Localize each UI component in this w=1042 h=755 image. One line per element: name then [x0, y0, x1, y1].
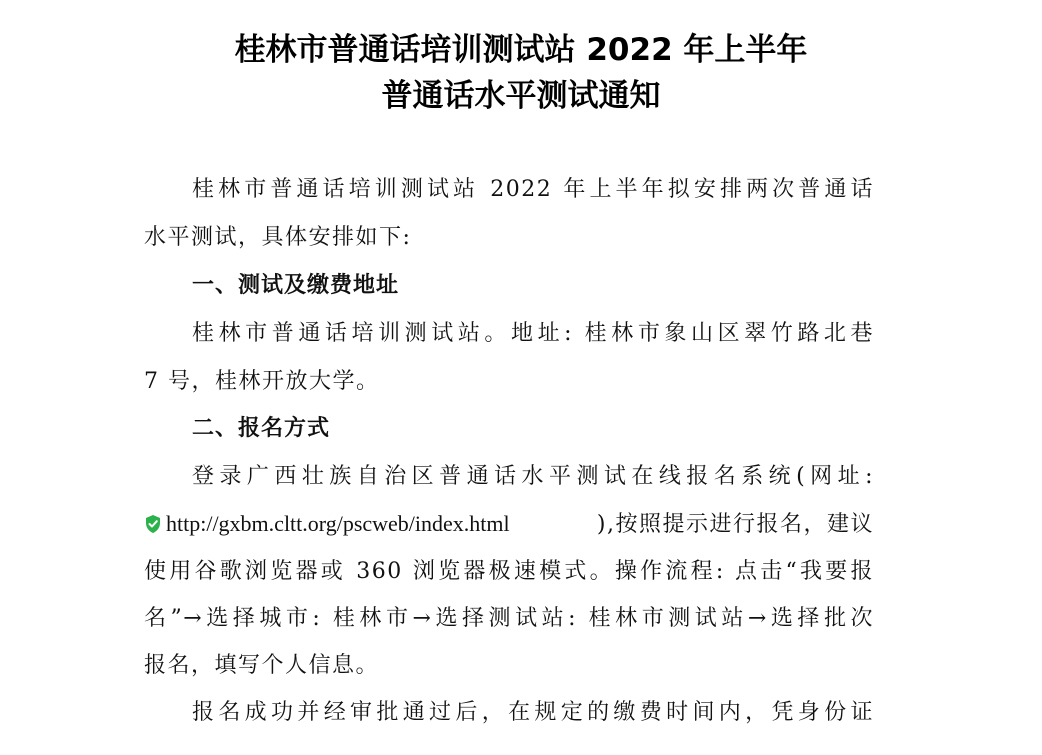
paragraph-3-line-2-rest: ),按照提示进行报名，建议 [596, 511, 874, 537]
paragraph-2-line-1: 桂林市普通话培训测试站。地址: 桂林市象山区翠竹路北巷 [192, 321, 874, 346]
paragraph-3-link-group[interactable] [144, 509, 510, 540]
paragraph-3-line-5: 报名，填写个人信息。 [144, 653, 380, 678]
paragraph-1-line-2: 水平测试，具体安排如下: [144, 225, 412, 250]
section-heading-2: 二、报名方式 [192, 416, 331, 441]
paragraph-3-line-3: 使用谷歌浏览器或 360 浏览器极速模式。操作流程: 点击“我要报 [144, 559, 874, 584]
paragraph-1-line-1: 桂林市普通话培训测试站 2022 年上半年拟安排两次普通话 [192, 177, 874, 202]
registration-url-link[interactable]: http://gxbm.cltt.org/pscweb/index.html [166, 511, 510, 536]
paragraph-3-line-4: 名”→选择城市: 桂林市→选择测试站: 桂林市测试站→选择批次 [144, 606, 874, 631]
section-heading-1: 一、测试及缴费地址 [192, 273, 400, 298]
document-title-line-2: 普通话水平测试通知 [381, 78, 661, 114]
paragraph-3-line-2 [144, 509, 874, 540]
paragraph-2-line-2: 7 号，桂林开放大学。 [144, 369, 380, 394]
paragraph-3-line-1: 登录广西壮族自治区普通话水平测试在线报名系统(网址: [192, 464, 874, 489]
document-title-line-1: 桂林市普通话培训测试站 2022 年上半年 [234, 32, 808, 68]
shield-check-icon [144, 514, 162, 534]
paragraph-4-line-1: 报名成功并经审批通过后，在规定的缴费时间内，凭身份证 [192, 700, 874, 725]
